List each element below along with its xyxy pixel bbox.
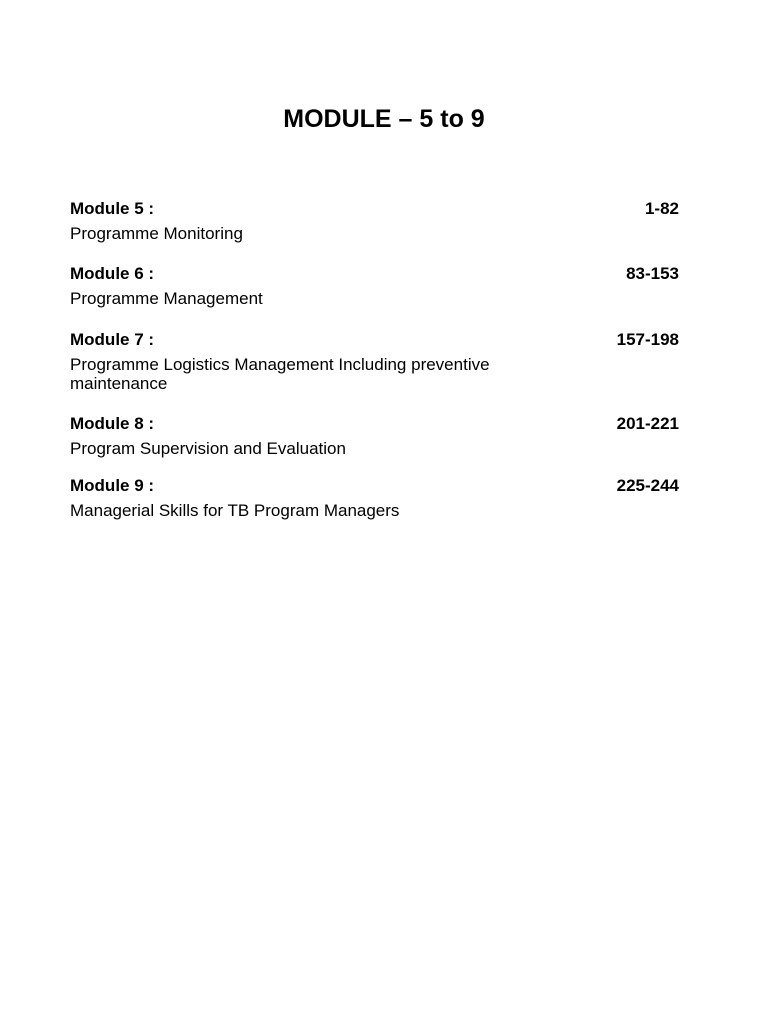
module-label: Module 8 : xyxy=(70,414,155,433)
toc-entry-module-8 xyxy=(70,412,679,458)
module-description: Programme Monitoring xyxy=(70,224,243,243)
module-label: Module 5 : xyxy=(70,199,155,218)
page-range: 83-153 xyxy=(626,264,679,283)
toc-entry-module-5 xyxy=(70,197,679,243)
toc-entry-header xyxy=(70,328,679,352)
toc-entry-header xyxy=(70,412,679,436)
page-range: 1-82 xyxy=(644,199,679,218)
table-of-contents xyxy=(70,197,679,520)
module-description: Programme Logistics Management Including preventive maintenance xyxy=(70,355,490,393)
module-description: Programme Management xyxy=(70,289,263,308)
toc-entry-module-6 xyxy=(70,262,679,308)
module-label: Module 6 : xyxy=(70,264,155,283)
module-label: Module 7 : xyxy=(70,330,155,349)
toc-entry-header xyxy=(70,474,679,498)
page-range: 157-198 xyxy=(616,330,679,349)
module-label: Module 9 : xyxy=(70,476,155,495)
page-title: MODULE – 5 to 9 xyxy=(283,105,485,133)
page-range: 225-244 xyxy=(616,476,679,495)
module-description: Program Supervision and Evaluation xyxy=(70,439,346,458)
toc-entry-header xyxy=(70,262,679,286)
page-range: 201-221 xyxy=(616,414,679,433)
module-description: Managerial Skills for TB Program Managers xyxy=(70,501,400,520)
toc-entry-module-9 xyxy=(70,474,679,520)
toc-entry-module-7 xyxy=(70,328,679,393)
toc-entry-header xyxy=(70,197,679,221)
